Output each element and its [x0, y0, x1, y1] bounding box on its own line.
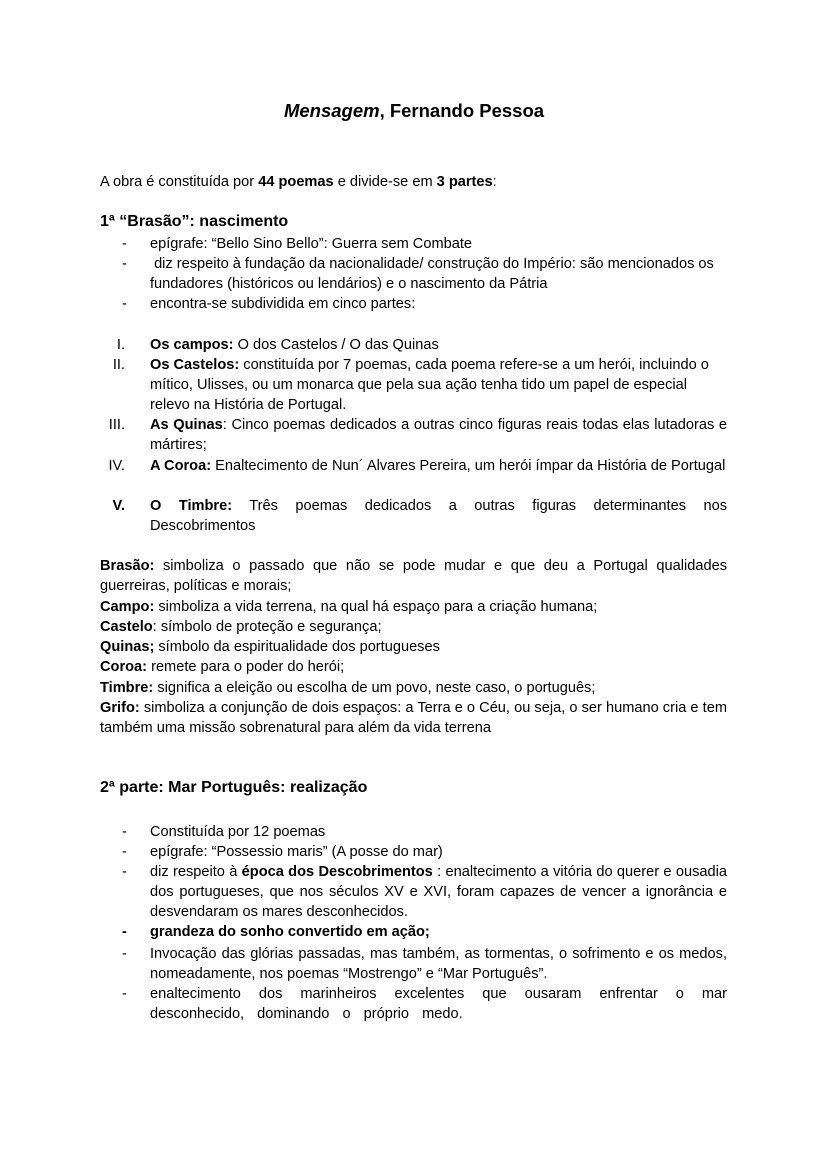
bullet-dash: -: [122, 924, 127, 940]
part2-bullet-3: [150, 862, 727, 922]
bullet-dash: -: [122, 256, 127, 272]
subpart-2: [150, 355, 727, 415]
definition-item: [100, 597, 727, 617]
subpart-number: IV.: [108, 458, 125, 474]
part1-bullet-1: epígrafe: “Bello Sino Bello”: Guerra sem Combate: [150, 236, 473, 252]
definition-term: Brasão:: [100, 558, 155, 574]
part2-heading: 2ª parte: Mar Português: realização: [100, 779, 368, 796]
subpart-5: [150, 496, 727, 536]
definition-term: Timbre:: [100, 679, 154, 696]
part1-heading: 1ª “Brasão”: nascimento: [100, 213, 289, 230]
symbol-definitions: [100, 556, 727, 739]
bullet-bold: grandeza do sonho convertido em ação;: [150, 924, 430, 940]
definition-text: simboliza o passado que não se pode mudar e que deu a Portugal qualidades guerreiras, políticas e morais;: [100, 558, 727, 595]
subpart-2-text: constituída por 7 poemas, cada poema refere-se a um herói, incluindo o mítico, Ulisses, ou um monarca que pela sua ação tenha tido um papel de especial relevo na História de Portugal.: [150, 357, 709, 413]
subpart-number: V.: [112, 498, 125, 514]
definition-term: Quinas;: [100, 639, 155, 656]
intro-text-3: :: [492, 174, 497, 190]
definition-text: simboliza a conjunção de dois espaços: a Terra e o Céu, ou seja, o ser humano cria e tem também uma missão sobrenatural para além da vida terrena: [100, 700, 727, 737]
subpart-4-text: Enaltecimento de Nun´ Alvares Pereira, um herói ímpar da História de Portugal: [211, 458, 726, 474]
bullet-dash: -: [122, 864, 127, 880]
title-rest: , Fernando Pessoa: [379, 100, 545, 121]
intro-bold-1: 44 poemas: [258, 174, 334, 190]
part2-bullet-6: enaltecimento dos marinheiros excelentes que ousaram enfrentar o mar desconhecido, dominando o próprio medo.: [150, 986, 727, 1022]
definition-text: significa a eleição ou escolha de um povo, neste caso, o português;: [153, 679, 596, 696]
definition-text: símbolo da espiritualidade dos portugueses: [154, 639, 440, 656]
bullet-text: : enaltecimento a vitória do querer e ousadia dos portugueses, que nos séculos XV e XVI, foram capazes de vencer a ignorância e desvendaram os mares desconhecidos.: [150, 864, 727, 920]
subpart-number: III.: [108, 417, 125, 433]
part1-bullet-3: encontra-se subdividida em cinco partes:: [150, 296, 416, 312]
part1-bullet-2: diz respeito à fundação da nacionalidade/ construção do Império: são mencionados os fundadores (históricos ou lendários) e o nascimento da Pátria: [150, 256, 718, 292]
bullet-dash: -: [122, 824, 127, 840]
definition-term: Campo:: [100, 598, 155, 615]
bullet-dash: -: [122, 946, 127, 962]
bullet-text: diz respeito à: [150, 864, 242, 880]
subpart-2-term: Os Castelos:: [150, 357, 240, 373]
definition-text: remete para o poder do herói;: [147, 659, 345, 676]
subpart-5-term: O Timbre:: [150, 498, 233, 514]
definition-text: simboliza a vida terrena, na qual há espaço para a criação humana;: [154, 598, 598, 615]
subpart-number: II.: [112, 357, 125, 373]
definition-item: [100, 637, 727, 657]
subpart-number: I.: [116, 337, 125, 353]
bullet-bold: época dos Descobrimentos: [241, 864, 433, 880]
part2-bullet-4: [150, 922, 727, 942]
bullet-dash: -: [122, 844, 127, 860]
bullet-dash: -: [122, 986, 127, 1002]
part2-bullet-5: Invocação das glórias passadas, mas também, as tormentas, o sofrimento e os medos, nomeadamente, nos poemas “Mostrengo” e “Mar Português”.: [150, 946, 727, 982]
definition-term: Grifo:: [100, 700, 140, 717]
part2-bullet-1: Constituída por 12 poemas: [150, 824, 326, 840]
subpart-4-term: A Coroa:: [150, 458, 212, 474]
subpart-1-term: Os campos:: [150, 337, 234, 353]
subpart-4: [150, 456, 727, 476]
definition-term: Castelo: [100, 618, 153, 635]
intro-text-1: A obra é constituída por: [100, 174, 259, 190]
document-title: [0, 100, 828, 122]
subpart-3-text: : Cinco poemas dedicados a outras cinco figuras reais todas elas lutadoras e mártires;: [150, 417, 727, 453]
bullet-dash: -: [122, 236, 127, 252]
title-italic: Mensagem: [283, 100, 380, 121]
intro-line: [100, 172, 497, 192]
intro-bold-2: 3 partes: [436, 174, 493, 190]
definition-text: : símbolo de proteção e segurança;: [152, 618, 382, 635]
definition-item: [100, 657, 727, 677]
bullet-dash: -: [122, 296, 127, 312]
subpart-3-term: As Quinas: [150, 417, 223, 433]
subpart-5-text: Três poemas dedicados a outras figuras determinantes nos Descobrimentos: [150, 498, 727, 534]
definition-item: [100, 698, 727, 739]
subpart-1-text: O dos Castelos / O das Quinas: [233, 337, 439, 353]
part2-bullet-2: epígrafe: “Possessio maris” (A posse do mar): [150, 844, 443, 860]
subpart-1: [150, 335, 727, 355]
definition-item: [100, 678, 727, 698]
intro-text-2: e divide-se em: [333, 174, 437, 190]
definition-item: [100, 617, 727, 637]
subpart-3: [150, 415, 727, 455]
definition-term: Coroa:: [100, 659, 148, 676]
definition-item: [100, 556, 727, 597]
